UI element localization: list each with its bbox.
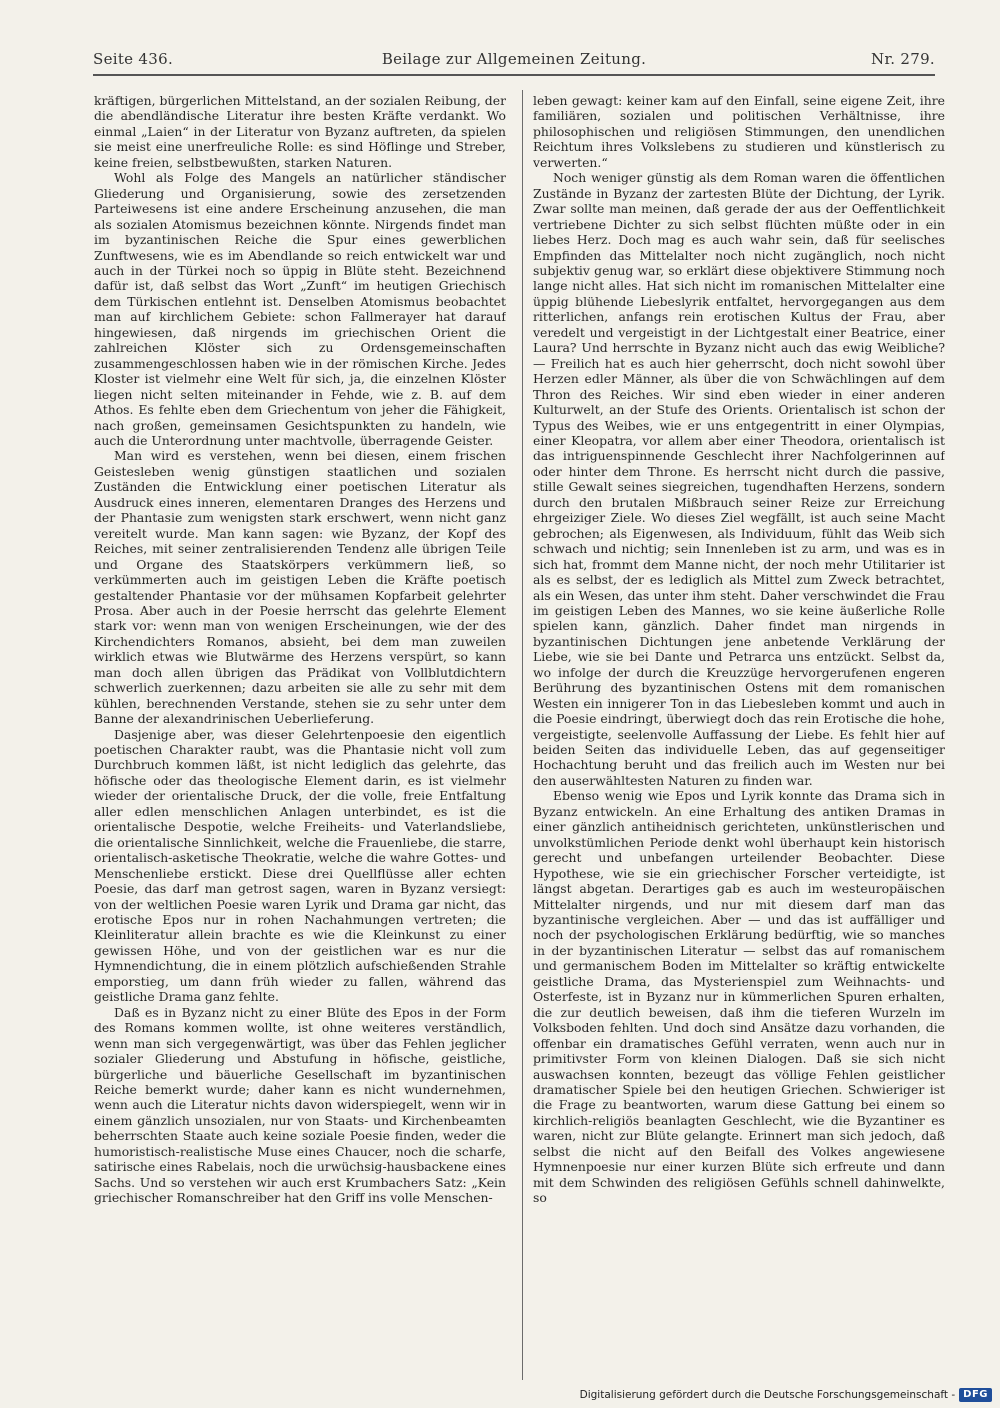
- paragraph: Ebenso wenig wie Epos und Lyrik konnte das Drama sich in Byzanz entwickeln. An eine Erhaltung des antiken Dramas in einer gänzlich antiheidnisch gerichteten, unkünstlerischen und unvolkstümlichen Periode denkt wohl überhaupt kein historisch gerecht und unbefangen urteilender Beobachter. Diese Hypothese, wie sie ein griechischer Forscher verteidigte, ist längst abgetan. Derartiges gab es auch im westeuropäischen Mittelalter nirgends, und nur mit diesem darf man das byzantinische vergleichen. Aber — und das ist auffälliger und noch der psychologischen Erklärung bedürftig, wie so manches in der byzantinischen Literatur — selbst das auf romanischem und germanischem Boden im Mittelalter so kräftig entwickelte geistliche Drama, das Mysterienspiel zum Weihnachts- und Osterfeste, ist in Byzanz nur in kümmerlichen Spuren erhalten, die zur deutlich beweisen, daß ihm die tieferen Wurzeln im Volksboden fehlten. Und doch sind Ansätze dazu vorhanden, die offenbar ein dramatisches Gefühl verraten, wenn auch nur in primitivster Form von kleinen Dialogen. Daß sie sich nicht auswachsen konnten, bezeugt das völlige Fehlen geistlicher dramatischer Spiele bei den heutigen Griechen. Schwieriger ist die Frage zu beantworten, warum diese Gattung bei einem so kirchlich-religiös beanlagten Geschlecht, wie die Byzantiner es waren, nicht zur Blüte gelangte. Erinnert man sich jedoch, daß selbst die nicht auf den Beifall des Volkes angewiesene Hymnenpoesie nur einer kurzen Blüte sich erfreute und dann mit dem Schwinden des religiösen Gefühls schnell dahinwelkte, so: [533, 788, 945, 1206]
- paragraph: kräftigen, bürgerlichen Mittelstand, an der sozialen Reibung, der die abendländische Literatur ihre besten Kräfte verdankt. Wo einmal „Laien“ in der Literatur von Byzanz auftreten, da spielen sie meist eine unerfreuliche Rolle: es sind Höflinge und Streber, keine freien, selbstbewußten, starken Naturen.: [94, 93, 506, 170]
- page-header: [93, 50, 935, 72]
- column-divider: [522, 90, 523, 1380]
- funding-credit: Digitalisierung gefördert durch die Deutsche Forschungsgemeinschaft -: [579, 1389, 956, 1401]
- paragraph: Dasjenige aber, was dieser Gelehrtenpoesie den eigentlich poetischen Charakter raubt, was die Phantasie nicht voll zum Durchbruch kommen läßt, ist nicht lediglich das gelehrte, das höfische oder das theologische Element darin, es ist vielmehr wieder der orientalische Druck, der die volle, freie Entfaltung aller edlen menschlichen Anlagen unterbindet, es ist die orientalische Despotie, welche Freiheits- und Vaterlandsliebe, die orientalische Sinnlichkeit, welche die Frauenliebe, die starre, orientalisch-asketische Theokratie, welche die wahre Gottes- und Menschenliebe erstickt. Diese drei Quellflüsse aller echten Poesie, das darf man getrost sagen, waren in Byzanz versiegt: von der weltlichen Poesie waren Lyrik und Drama gar nicht, das erotische Epos nur in rohen Nachahmungen vertreten; die Kleinliteratur allein brachte es wie die Kleinkunst zu einer gewissen Höhe, und von der geistlichen war es nur die Hymnendichtung, die in einem plötzlich aufschießenden Strahle emporstieg, um dann früh wieder zu fallen, während das geistliche Drama ganz fehlte.: [94, 726, 506, 1005]
- paragraph: leben gewagt: keiner kam auf den Einfall, seine eigene Zeit, ihre familiären, sozialen und politischen Verhältnisse, ihre philosophischen und religiösen Stimmungen, den unendlichen Reichtum ihres Volkslebens zu studieren und künstlerisch zu verwerten.“: [533, 93, 945, 170]
- issue-number: Nr. 279.: [871, 50, 935, 68]
- dfg-logo: DFG: [959, 1388, 992, 1402]
- page-label: Seite 436.: [93, 50, 174, 68]
- right-column: [533, 93, 945, 1383]
- header-rule: [93, 74, 935, 76]
- paragraph: Man wird es verstehen, wenn bei diesen, einem frischen Geistesleben wenig günstigen staatlichen und sozialen Zuständen die Entwicklung einer poetischen Literatur als Ausdruck eines inneren, elementaren Dranges des Herzens und der Phantasie zum wenigsten stark erschwert, wenn nicht ganz vereitelt wurde. Man kann sagen: wie Byzanz, der Kopf des Reiches, mit seiner zentralisierenden Tendenz alle übrigen Teile und Organe des Staatskörpers verkümmern ließ, so verkümmerten auch im geistigen Leben die Kräfte poetisch gestaltender Phantasie vor der mühsamen Kopfarbeit gelehrter Prosa. Aber auch in der Poesie herrscht das gelehrte Element stark vor: wenn man von wenigen Erscheinungen, wie der des Kirchendichters Romanos, absieht, bei dem man zuweilen wirklich etwas wie Blutwärme des Herzens verspürt, so kann man doch allen übrigen das Prädikat von Vollblutdichtern schwerlich zuerkennen; dazu arbeiten sie alle zu sehr mit dem kühlen, berechnenden Verstande, stehen sie zu sehr unter dem Banne der alexandrinischen Ueberlieferung.: [94, 448, 506, 727]
- paragraph: Noch weniger günstig als dem Roman waren die öffentlichen Zustände in Byzanz der zartesten Blüte der Dichtung, der Lyrik. Zwar sollte man meinen, daß gerade der aus der Oeffentlichkeit vertriebene Dichter zu sich selbst flüchten müßte oder in ein liebes Herz. Doch mag es auch wahr sein, daß für seelisches Empfinden das Mittelalter noch nicht zugänglich, noch nicht subjektiv genug war, so erklärt diese objektivere Stimmung noch lange nicht alles. Hat sich nicht im romanischen Mittelalter eine üppig blühende Liebeslyrik entfaltet, hervorgegangen aus dem ritterlichen, anfangs rein erotischen Kultus der Frau, aber veredelt und vergeistigt in der Lichtgestalt einer Beatrice, einer Laura? Und herrschte in Byzanz nicht auch das ewig Weibliche? — Freilich hat es auch hier geherrscht, doch nicht sowohl über Herzen edler Männer, als über die von Schwächlingen auf dem Thron des Reiches. Wir sind eben wieder in einer anderen Kulturwelt, an der Stufe des Orients. Orientalisch ist schon der Typus des Weibes, wie er uns entgegentritt in einer Olympias, einer Kleopatra, vor allem aber einer Theodora, orientalisch ist das intriguenspinnende Geschlecht ihrer Nachfolgerinnen auf oder hinter dem Throne. Es herrscht nicht durch die passive, stille Gewalt seines siegreichen, tugendhaften Herzens, sondern durch den brutalen Mißbrauch seiner Reize zur Erreichung ehrgeiziger Ziele. Wo dieses Ziel wegfällt, ist auch seine Macht gebrochen; als Eigenwesen, als Individuum, fühlt das Weib sich schwach und nichtig; sein Innenleben ist zu arm, und was es in sich hat, frommt dem Manne nicht, der noch mehr Utilitarier ist als es selbst, der es lediglich als Mittel zum Zweck betrachtet, als ein Wesen, das unter ihm steht. Daher verschwindet die Frau im geistigen Leben des Mannes, wo sie keine äußerliche Rolle spielen kann, gänzlich. Daher findet man nirgends in byzantinischen Dichtungen jene anbetende Verklärung der Liebe, wie sie bei Dante und Petrarca uns entzückt. Selbst da, wo infolge der durch die Kreuzzüge hervorgerufenen engeren Berührung des byzantinischen Ostens mit dem romanischen Westen ein innigerer Ton in das Liebesleben kommt und auch in die Poesie eindringt, überwiegt doch das rein Erotische die hohe, vergeistigte, seelenvolle Auffassung der Liebe. Es fehlt hier auf beiden Seiten das individuelle Leben, das auf gegenseitiger Hochachtung beruht und das freilich auch im Westen nur bei den auserwähltesten Naturen zu finden war.: [533, 170, 945, 788]
- paragraph: Wohl als Folge des Mangels an natürlicher ständischer Gliederung und Organisierung, sowie des zersetzenden Parteiwesens ist eine andere Erscheinung anzusehen, die man als sozialen Atomismus bezeichnen könnte. Nirgends findet man im byzantinischen Reiche die Spur eines gewerblichen Zunftwesens, wie es im Abendlande so reich entwickelt war und auch in der Türkei noch so üppig in Blüte steht. Bezeichnend dafür ist, daß selbst das Wort „Zunft“ im heutigen Griechisch dem Türkischen entlehnt ist. Denselben Atomismus beobachtet man auf kirchlichem Gebiete: schon Fallmerayer hat darauf hingewiesen, daß nirgends im griechischen Orient die zahlreichen Klöster sich zu Ordensgemeinschaften zusammengeschlossen haben wie in der römischen Kirche. Jedes Kloster ist vielmehr eine Welt für sich, ja, die einzelnen Klöster liegen nicht selten miteinander in Fehde, wie z. B. auf dem Athos. Es fehlte eben dem Griechentum von jeher die Fähigkeit, nach großen, gemeinsamen Gesichtspunkten zu handeln, wie auch die Unterordnung unter machtvolle, überragende Geister.: [94, 170, 506, 448]
- publication-title: Beilage zur Allgemeinen Zeitung.: [381, 50, 647, 68]
- left-column: [94, 93, 506, 1383]
- paragraph: Daß es in Byzanz nicht zu einer Blüte des Epos in der Form des Romans kommen wollte, ist ohne weiteres verständlich, wenn man sich vergegenwärtigt, was über das Fehlen jeglicher sozialer Gliederung und Abstufung in höfische, geistliche, bürgerliche und bäuerliche Gesellschaft im byzantinischen Reiche bemerkt wurde; daher kann es nicht wundernehmen, wenn auch die Literatur nichts davon widerspiegelt, wenn wir in einem gänzlich unsozialen, nur von Staats- und Kirchenbeamten beherrschten Staate auch keine soziale Poesie finden, weder die humoristisch-realistische Muse eines Chaucer, noch die scharfe, satirische eines Rabelais, noch die urwüchsig-hausbackene eines Sachs. Und so verstehen wir auch erst Krumbachers Satz: „Kein griechischer Romanschreiber hat den Griff ins volle Menschen-: [94, 1004, 506, 1206]
- digitization-footer: [580, 1387, 992, 1403]
